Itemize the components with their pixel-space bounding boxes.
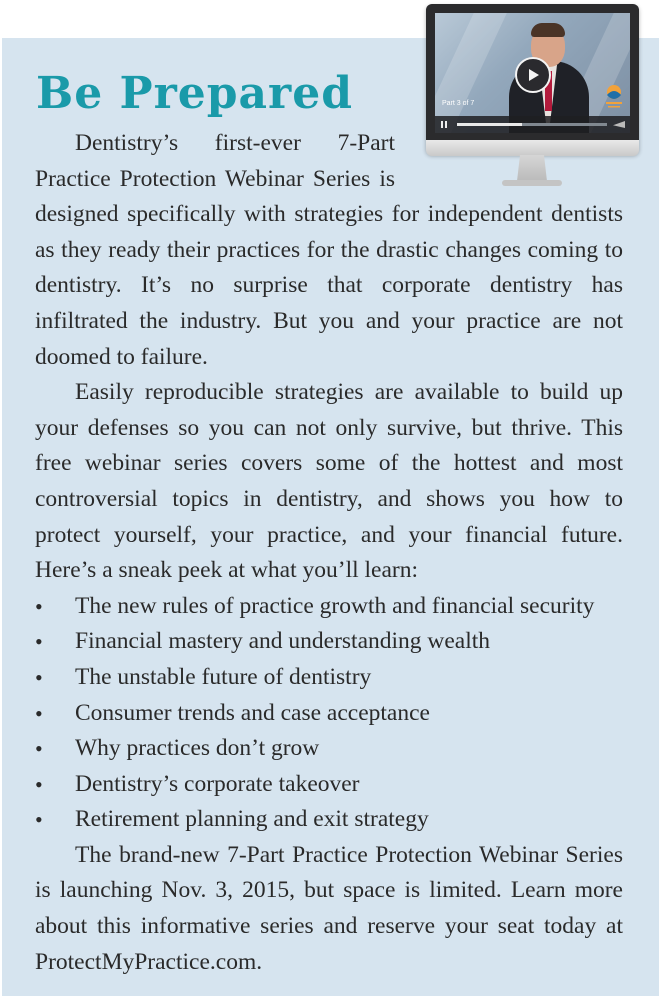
list-item: • The unstable future of dentistry — [35, 660, 623, 696]
list-item: • Retirement planning and exit strategy — [35, 802, 623, 838]
presenter-hair — [531, 23, 565, 37]
paragraph-launch: The brand-new 7-Part Practice Protection Webinar Series is launching Nov. 3, 2015, but space is limited. Learn more about this informative series and reserve your seat today at ProtectMyPractice.com. — [35, 841, 623, 975]
paragraph-strategies: Easily reproducible strategies are available to build up your defenses so you can not only survive, but thrive. This free webinar series covers some of the hottest and most controversial topics in dentistry, and shows you how to protect yourself, your practice, and your financial future. Here’s a sneak peek at what you’ll learn: — [35, 379, 623, 584]
video-part-label: Part 3 of 7 — [442, 100, 475, 107]
image-float-spacer — [395, 126, 623, 196]
paragraph-intro: Dentistry’s first-ever 7-Part Practice Protection Webinar Series is designed specifically with strategies for independent dentists as they ready their practices for the drastic changes coming to dentistry. It’s no surprise that corporate dentistry has infiltrated the industry. But you and your practice are not doomed to failure. — [35, 130, 623, 370]
background-stripe — [435, 13, 510, 133]
play-icon — [526, 68, 540, 82]
list-item: • Consumer trends and case acceptance — [35, 696, 623, 732]
topics-list — [35, 589, 623, 838]
practice-protection-logo — [603, 83, 625, 113]
article-body — [35, 126, 623, 980]
video-player[interactable] — [435, 13, 630, 133]
list-item: • The new rules of practice growth and financial security — [35, 589, 623, 625]
play-button[interactable] — [515, 57, 551, 93]
list-item: • Dentistry’s corporate takeover — [35, 767, 623, 803]
list-item: • Why practices don’t grow — [35, 731, 623, 767]
list-item: • Financial mastery and understanding wealth — [35, 624, 623, 660]
heading-title: Be Prepared — [36, 68, 353, 119]
